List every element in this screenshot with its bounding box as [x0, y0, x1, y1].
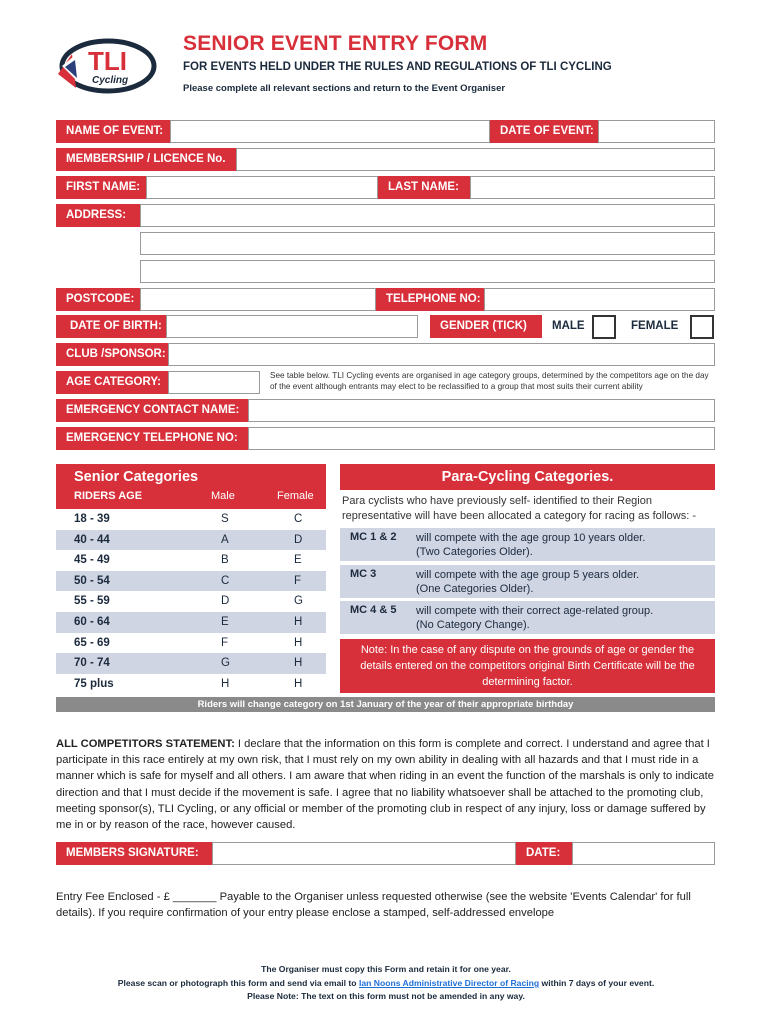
footer-submit-post: within 7 days of your event.: [539, 978, 655, 988]
gender-male-checkbox[interactable]: [592, 315, 616, 339]
male-category-cell: B: [221, 554, 229, 567]
club-label: CLUB /SPONSOR:: [56, 343, 168, 366]
para-description-line2: (No Category Change).: [416, 619, 530, 631]
female-category-cell: F: [294, 574, 302, 587]
para-category-row: [340, 528, 715, 561]
col-female: Female: [277, 490, 314, 502]
gender-male-label: MALE: [552, 320, 585, 332]
senior-categories-title: Senior Categories: [74, 469, 199, 485]
male-category-cell: G: [221, 657, 230, 670]
director-email-link[interactable]: Ian Noons Administrative Director of Racing: [358, 978, 540, 988]
para-category-row: [340, 565, 715, 598]
category-row: [56, 591, 326, 612]
footer-copy-note: The Organiser must copy this Form and retain it for one year.: [261, 964, 511, 974]
para-category-code: MC 1 & 2: [350, 531, 397, 543]
signature-label: MEMBERS SIGNATURE:: [56, 842, 212, 865]
category-row: [56, 653, 326, 674]
riders-age-cell: 65 - 69: [74, 636, 110, 649]
riders-age-cell: 60 - 64: [74, 616, 110, 628]
para-cycling-intro: Para cyclists who have previously self- identified to their Region representative will have been allocated a category for racing as follows: -: [342, 495, 697, 522]
first-name-field[interactable]: [146, 176, 378, 199]
para-description-line2: (One Categories Older).: [416, 583, 534, 595]
emergency-phone-label: EMERGENCY TELEPHONE NO:: [56, 427, 248, 450]
competitors-statement: [56, 736, 716, 833]
membership-field[interactable]: [236, 148, 715, 171]
category-row: [56, 674, 326, 695]
emergency-name-field[interactable]: [248, 399, 715, 422]
category-row: [56, 612, 326, 633]
postcode-label: POSTCODE:: [56, 288, 140, 311]
tli-logo: [54, 36, 160, 96]
last-name-field[interactable]: [470, 176, 715, 199]
riders-age-cell: 55 - 59: [74, 595, 110, 608]
logo-graphic: [54, 36, 160, 96]
riders-age-cell: 50 - 54: [74, 574, 110, 587]
category-row: [56, 530, 326, 551]
signature-date-field[interactable]: [572, 842, 715, 865]
event-name-label: NAME OF EVENT:: [56, 120, 170, 143]
female-category-cell: E: [294, 554, 302, 567]
age-category-field[interactable]: [168, 371, 260, 394]
female-category-cell: C: [294, 513, 303, 525]
riders-age-cell: 75 plus: [74, 677, 114, 690]
dob-field[interactable]: [166, 315, 418, 338]
gender-female-label: FEMALE: [631, 320, 679, 332]
statement-heading: ALL COMPETITORS STATEMENT:: [56, 738, 235, 750]
telephone-field[interactable]: [484, 288, 715, 311]
footer-amend-note: Please Note: The text on this form must not be amended in any way.: [247, 991, 525, 1001]
gender-label: GENDER (TICK): [430, 315, 542, 338]
postcode-field[interactable]: [140, 288, 376, 311]
riders-age-cell: 70 - 74: [74, 657, 110, 670]
emergency-phone-field[interactable]: [248, 427, 715, 450]
category-row: [56, 550, 326, 571]
signature-field[interactable]: [212, 842, 516, 865]
membership-label: MEMBERSHIP / LICENCE No.: [56, 148, 236, 171]
event-date-field[interactable]: [598, 120, 715, 143]
category-change-notice: Riders will change category on 1st January of the year of their appropriate birthday: [56, 697, 715, 712]
event-date-label: DATE OF EVENT:: [490, 120, 598, 143]
last-name-label: LAST NAME:: [378, 176, 470, 199]
male-category-cell: A: [221, 533, 229, 546]
riders-age-cell: 40 - 44: [74, 533, 110, 546]
para-cycling-title: Para-Cycling Categories.: [340, 464, 715, 490]
first-name-label: FIRST NAME:: [56, 176, 146, 199]
para-category-code: MC 3: [350, 568, 377, 580]
para-category-description: [416, 531, 645, 559]
category-row: [56, 571, 326, 592]
para-description-line1: will compete with the age group 5 years older.: [416, 569, 640, 581]
female-category-cell: H: [294, 657, 303, 670]
address-label: ADDRESS:: [56, 204, 140, 227]
male-category-cell: D: [221, 595, 230, 608]
male-category-cell: S: [221, 513, 229, 525]
signature-date-label: DATE:: [516, 842, 572, 865]
para-cycling-note: Note: In the case of any dispute on the grounds of age or gender the details entered on the competitors original Birth Certificate will be the determining factor.: [340, 639, 715, 693]
para-category-description: [416, 568, 639, 596]
male-category-cell: C: [221, 574, 230, 587]
para-category-code: MC 4 & 5: [350, 604, 397, 616]
para-description-line1: will compete with the age group 10 years older.: [416, 532, 646, 544]
logo-text-sub: Cycling: [92, 75, 129, 86]
footer-submit-pre: Please scan or photograph this form and send via email to: [117, 978, 359, 988]
form-instructions: Please complete all relevant sections and return to the Event Organiser: [183, 83, 506, 94]
para-description-line2: (Two Categories Older).: [416, 546, 533, 558]
dob-label: DATE OF BIRTH:: [56, 315, 166, 338]
address-field-2[interactable]: [140, 232, 715, 255]
form-subtitle: FOR EVENTS HELD UNDER THE RULES AND REGULATIONS OF TLI CYCLING: [183, 61, 612, 73]
age-category-note: See table below. TLI Cycling events are organised in age category groups, determined by the competitors age on the day of the event although entrants may elect to be reclassified to a group that most suits their current ability: [270, 371, 709, 391]
logo-text-main: TLI: [88, 46, 127, 76]
male-category-cell: F: [221, 636, 229, 649]
female-category-cell: D: [294, 533, 303, 546]
emergency-name-label: EMERGENCY CONTACT NAME:: [56, 399, 248, 422]
male-category-cell: E: [221, 616, 229, 628]
senior-categories-header: [56, 464, 326, 509]
female-category-cell: H: [294, 636, 303, 649]
category-row: [56, 509, 326, 530]
female-category-cell: G: [294, 595, 303, 608]
col-riders-age: RIDERS AGE: [74, 490, 143, 502]
footer-submit-note: [56, 978, 716, 988]
statement-body: I declare that the information on this form is complete and correct. I understand and agree that I participate in this race entirely at my own risk, that I must rely on my own ability in dealing with all hazards and that I must ride in a manner which is safe for myself and all others. I am aware that when riding in an event the function of the marshals is only to indicate direction and that I must decide if the movement is safe. I agree that no liability whatsoever shall be attached to the promoting club, meeting sponsor(s), TLI Cycling, or any official or member of the promoting club in respect of any injury, loss or damage suffered by me in or by reason of the race, however caused.: [56, 738, 714, 832]
col-male: Male: [211, 490, 235, 502]
para-category-description: [416, 604, 653, 632]
entry-fee-text: Entry Fee Enclosed - £ _______ Payable to the Organiser unless requested otherwise (see the website 'Events Calendar' for full details). If you require confirmation of your entry please enclose a stamped, self-addressed envelope: [56, 891, 691, 920]
address-field-1[interactable]: [140, 204, 715, 227]
club-field[interactable]: [168, 343, 715, 366]
riders-age-cell: 18 - 39: [74, 513, 110, 525]
age-category-label: AGE CATEGORY:: [56, 371, 168, 394]
event-name-field[interactable]: [170, 120, 490, 143]
form-title: SENIOR EVENT ENTRY FORM: [183, 32, 488, 55]
male-category-cell: H: [221, 677, 230, 690]
female-category-cell: H: [294, 616, 303, 628]
para-category-row: [340, 601, 715, 634]
para-description-line1: will compete with their correct age-related group.: [416, 605, 654, 617]
gender-female-checkbox[interactable]: [690, 315, 714, 339]
category-row: [56, 633, 326, 654]
telephone-label: TELEPHONE NO:: [376, 288, 484, 311]
female-category-cell: H: [294, 677, 303, 690]
riders-age-cell: 45 - 49: [74, 554, 110, 567]
address-field-3[interactable]: [140, 260, 715, 283]
